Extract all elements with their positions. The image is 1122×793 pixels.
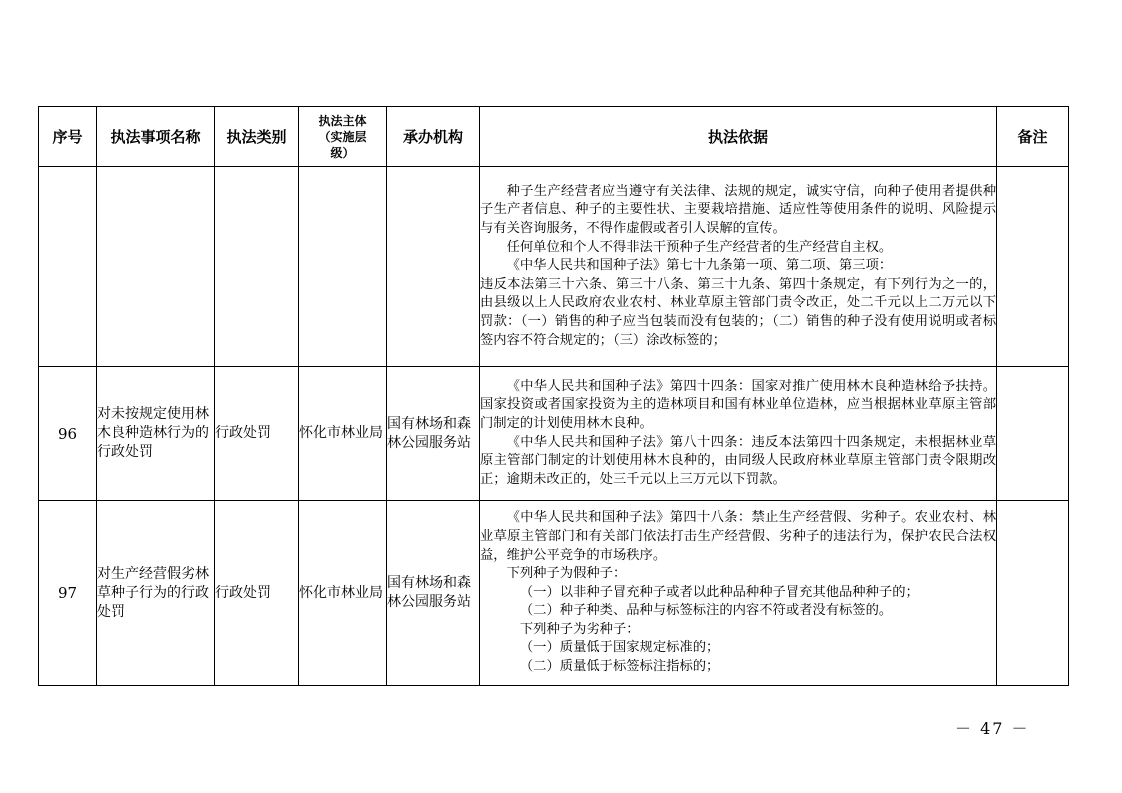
header-subject-line2: （实施层	[318, 129, 367, 144]
table-row	[39, 167, 1069, 367]
header-subject-line3: 级）	[330, 145, 355, 160]
row-notes	[997, 167, 1069, 367]
basis-paragraph: 《中华人民共和国种子法》第四十八条：禁止生产经营假、劣种子。农业农村、林业草原主管部门和有关部门依法打击生产经营假、劣种子的违法行为，保护农民合法权益，维护公平竞争的市场秩序。	[480, 510, 996, 563]
basis-paragraph: （一）以非种子冒充种子或者以此种品种种子冒充其他品种种子的；	[519, 584, 919, 600]
basis-paragraph: 违反本法第三十六条、第三十八条、第三十九条、第四十条规定，有下列行为之一的，由县级以上人民政府农业农村、林业草原主管部门责令改正，处二千元以上二万元以下罚款：（一）销售的种子应当包装而没有包装的；（二）销售的种子没有使用说明或者标签内容不符合规定的；（三）涂改标签的；	[480, 276, 996, 348]
row-category: 行政处罚	[215, 367, 299, 501]
basis-paragraph: 种子生产经营者应当遵守有关法律、法规的规定，诚实守信，向种子使用者提供种子生产者信息、种子的主要性状、主要栽培措施、适应性等使用条件的说明、风险提示与有关咨询服务，不得作虚假或者引人误解的宣传。	[480, 183, 996, 237]
row-notes	[997, 501, 1069, 686]
header-notes: 备注	[997, 107, 1069, 167]
row-seq: 96	[39, 367, 97, 501]
header-category: 执法类别	[215, 107, 299, 167]
row-agency: 国有林场和森林公园服务站	[387, 367, 480, 501]
row-category: 行政处罚	[215, 501, 299, 686]
basis-paragraph: 下列种子为假种子：	[506, 566, 627, 582]
basis-paragraph: 《中华人民共和国种子法》第八十四条：违反本法第四十四条规定，未根据林业草原主管部门制定的计划使用林木良种的，由同级人民政府林业草原主管部门责令限期改正；逾期未改正的，处三千元以上三万元以下罚款。	[480, 434, 996, 487]
row-seq: 97	[39, 501, 97, 686]
row-subject	[299, 167, 387, 367]
enforcement-table	[38, 106, 1069, 686]
header-subject-line1: 执法主体	[318, 113, 367, 128]
basis-paragraph: 任何单位和个人不得非法干预种子生产经营者的生产经营自主权。	[506, 239, 893, 255]
table-header-row	[39, 107, 1069, 167]
header-subject	[299, 107, 387, 167]
basis-paragraph: （二）种子种类、品种与标签标注的内容不符或者没有标签的。	[519, 603, 893, 619]
header-seq: 序号	[39, 107, 97, 167]
header-agency: 承办机构	[387, 107, 480, 167]
basis-paragraph: （二）质量低于标签标注指标的；	[519, 659, 720, 675]
row-basis	[480, 367, 997, 501]
header-basis: 执法依据	[480, 107, 997, 167]
row-basis	[480, 167, 997, 367]
header-item-name: 执法事项名称	[97, 107, 215, 167]
basis-paragraph: 下列种子为劣种子：	[519, 621, 640, 637]
row-agency: 国有林场和森林公园服务站	[387, 501, 480, 686]
row-notes	[997, 367, 1069, 501]
row-subject: 怀化市林业局	[299, 367, 387, 501]
table-row	[39, 367, 1069, 501]
row-category	[215, 167, 299, 367]
row-item-name: 对未按规定使用林木良种造林行为的行政处罚	[97, 367, 215, 501]
row-item-name	[97, 167, 215, 367]
row-basis	[480, 501, 997, 686]
row-item-name: 对生产经营假劣林草种子行为的行政处罚	[97, 501, 215, 686]
basis-paragraph: （一）质量低于国家规定标准的；	[519, 640, 720, 656]
table-row	[39, 501, 1069, 686]
row-seq	[39, 167, 97, 367]
row-subject: 怀化市林业局	[299, 501, 387, 686]
page-number: － 47 －	[955, 719, 1030, 738]
basis-paragraph: 《中华人民共和国种子法》第四十四条：国家对推广使用林木良种造林给予扶持。国家投资或者国家投资为主的造林项目和国有林业单位造林，应当根据林业草原主管部门制定的计划使用林木良种。	[480, 378, 996, 431]
basis-paragraph: 《中华人民共和国种子法》第七十九条第一项、第二项、第三项：	[506, 258, 893, 274]
row-agency	[387, 167, 480, 367]
